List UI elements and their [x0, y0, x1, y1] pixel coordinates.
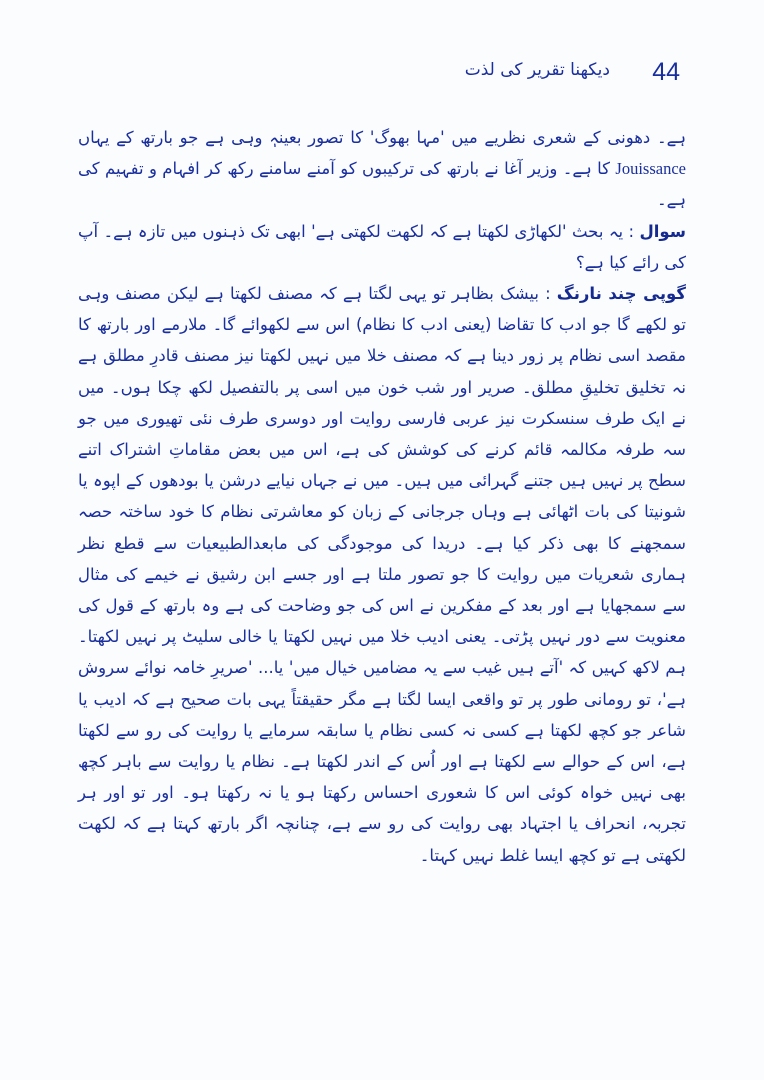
- running-title: دیکھنا تقریر کی لذت: [464, 60, 610, 80]
- paragraph-text: کا ہے۔ وزیر آغا نے بارتھ کی ترکیبوں کو آمنے سامنے رکھ کر افہام و تفہیم کی ہے۔: [78, 159, 686, 210]
- paragraph-intro: [78, 122, 686, 216]
- paragraph-question: [78, 216, 686, 278]
- page-number: 44: [652, 58, 680, 86]
- page-header: [80, 56, 680, 96]
- paragraph-answer: [78, 278, 686, 871]
- speaker-label: سوال: [639, 221, 686, 241]
- latin-term: Jouissance: [615, 159, 686, 179]
- paragraph-text: ہے۔ دھونی کے شعری نظریے میں 'مہا بھوگ' کا تصور بعینہٖ وہی ہے جو بارتھ کے یہاں: [78, 128, 686, 147]
- paragraph-text: : یہ بحث 'لکھاڑی لکھتا ہے کہ لکھت لکھتی ہے' ابھی تک ذہنوں میں تازہ ہے۔ آپ کی رائے کیا ہے؟: [78, 221, 686, 272]
- paragraph-text: : بیشک بظاہر تو یہی لگتا ہے کہ مصنف لکھتا ہے لیکن مصنف وہی تو لکھے گا جو ادب کا تقاضا (یعنی ادب کا نظام) اس سے لکھوائے گا۔ ملارمے اور بارتھ کا مقصد اسی نظام پر زور دینا ہے کہ مصنف خلا میں نہیں لکھتا نیز مصنف قادرِ مطلق ہے نہ تخلیق تخلیقِ مطلق۔ صریر اور شب خون میں اسی پر بالتفصیل لکھ چکا ہوں۔ میں نے ایک طرف سنسکرت نیز عربی فارسی روایت اور دوسری طرف نئی تھیوری میں جو سہ طرفہ مکالمہ قائم کرنے کی کوشش کی ہے، اس میں بعض مقاماتِ اشتراک اتنے سطح پر نہیں ہیں جتنے گہرائی میں ہیں۔ میں نے جہاں نیایے درشن یا بودھوں کے اپوہ یا شونیتا کی بات اٹھائی ہے وہاں جرجانی کے زبان کو معاشرتی نظام کا خود ساختہ حصہ سمجھنے کا بھی ذکر کیا ہے۔ دریدا کی موجودگی کی مابعدالطبیعیات سے قطع نظر ہماری شعریات میں روایت کا جو تصور ملتا ہے اور جسے ابن رشیق نے خیمے کی مثال سے سمجھایا ہے اور بعد کے مفکرین نے اس کی جو وضاحت کی ہے وہ بارتھ کے قول کی معنویت سے دور نہیں پڑتی۔ یعنی ادیب خلا میں نہیں لکھتا یا خالی سلیٹ پر نہیں لکھتا۔ ہم لاکھ کہیں کہ 'آتے ہیں غیب سے یہ مضامیں خیال میں' یا... 'صریرِ خامہ نوائے سروش ہے'، تو رومانی طور پر تو واقعی ایسا لگتا ہے مگر حقیقتاً یہی بات صحیح ہے کہ ادیب یا شاعر جو کچھ لکھتا ہے کسی نہ کسی نظام یا سابقہ سرمایے یا روایت کی رو سے لکھتا ہے، اس کے حوالے سے لکھتا ہے اور اُس کے اندر لکھتا ہے۔ نظام یا روایت سے باہر کچھ بھی نہیں خواہ کوئی اس کا شعوری احساس رکھتا ہو یا نہ رکھتا ہو۔ اور تو اور ہر تجربہ، انحراف یا اجتہاد بھی روایت کی رو سے ہے، چنانچہ اگر بارتھ کہتا ہے کہ لکھت لکھتی ہے تو کچھ ایسا غلط نہیں کہتا۔: [78, 284, 686, 865]
- body-text: [78, 122, 686, 871]
- speaker-label: گوپی چند نارنگ: [556, 284, 686, 304]
